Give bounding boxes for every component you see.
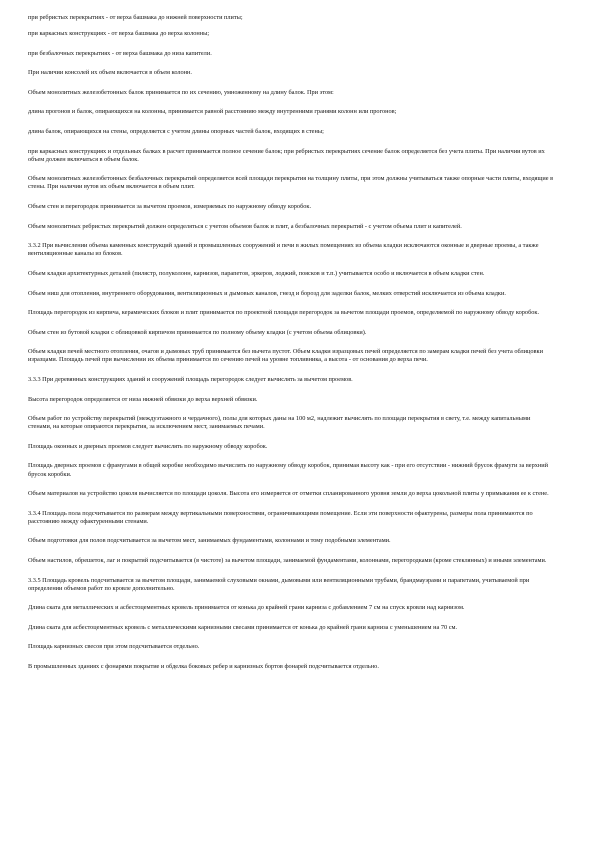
paragraph: Объем монолитных ребристых перекрытий должен определяться с учетом объемов балок и плит, а безбалочных перекрытий - с учетом объема плит и капителей. bbox=[28, 222, 462, 230]
paragraph: 3.3.2 При вычислении объема каменных конструкций зданий и промышленных сооружений и печи в жилых помещениях из объема кладки исключаются оконные и дверные проемы, а также вентиляционные каналы из блоков. bbox=[28, 242, 539, 258]
paragraph: Длина ската для асбестоцементных кровель с металлическими карнизными свесами принимается от конька до крайней грани карниза с уменьшением на 70 см. bbox=[28, 623, 458, 631]
paragraph: Объем стен из бутовой кладки с облицовкой кирпичом принимается по полному объему кладки (с учетом объема облицовки). bbox=[28, 328, 367, 336]
paragraph: 3.3.4 Площадь пола подсчитывается по размерам между вертикальными поверхностями, ограничивающими помещение. Если эти поверхности офактурены, размеры пола принимаются по расстоянию между офактуренными стенами. bbox=[28, 509, 533, 525]
paragraph: при ребристых перекрытиях - от верха башмака до нижней поверхности плиты; bbox=[28, 14, 243, 21]
paragraph: Длина ската для металлических и асбестоцементных кровель принимается от конька до крайней грани карниза с добавлением 7 см на спуск кровли над карнизом. bbox=[28, 604, 465, 612]
paragraph: Объем работ по устройству перекрытий (междуэтажного и чердачного), полы для которых даны на 100 м2, надлежит вычислять по площади перекрытия в свету, т.е. между капитальными стенами, на которые опираются перекрытия, за исключением мест, занимаемых печами. bbox=[28, 415, 531, 431]
paragraph: Объем кладки печей местного отопления, очагов и дымовых труб принимается без вычета пустот. Объем кладки изразцовых печей определяется по замерам кладки печей без учета облицовки изразцами. Площадь печей при вычислении их объема принимается по сечению печей на уровне топливника, а высота - от основания до верха печи. bbox=[28, 348, 543, 364]
paragraph: Объем материалов на устройство цоколя вычисляется по площади цоколя. Высота его измеряется от отметки спланированного уровня земли до верха цокольной плиты у примыкания ее к стене. bbox=[28, 490, 549, 498]
paragraph: длина прогонов и балок, опирающихся на колонны, принимается равной расстоянию между внутренними гранями колонн или прогонов; bbox=[28, 108, 397, 116]
paragraph: Высота перегородок определяется от низа нижней обвязки до верха верхней обвязки. bbox=[28, 395, 258, 403]
paragraph: В промышленных зданиях с фонарями покрытие и обделка боковых ребер и карнизных бортов фонарей подсчитывается отдельно. bbox=[28, 663, 379, 671]
paragraph: Площадь дверных проемов с фрамугами в общей коробке необходимо вычислять по наружному обводу коробок, принимая высоту как - при его отсутствии - нижний брусок фрамуги за верхний брусок коробки. bbox=[28, 462, 548, 478]
paragraph: При наличии консолей их объем включается в объем колонн. bbox=[28, 69, 193, 77]
paragraph: Объем монолитных железобетонных балок принимается по их сечению, умноженному на длину балок. При этом: bbox=[28, 88, 334, 96]
paragraph: при безбалочных перекрытиях - от верха башмака до низа капители. bbox=[28, 49, 212, 57]
paragraph: длина балок, опирающихся на стены, определяется с учетом длины опорных частей балок, входящих в стены; bbox=[28, 128, 324, 136]
paragraph: Объем настилов, обрешеток, лаг и покрытий подсчитывается (в чистоте) за вычетом площади, занимаемой фундаментами, колоннами, перегородками (кроме стеклянных) и иными элементами. bbox=[28, 557, 547, 564]
paragraph: Площадь перегородок из кирпича, керамических блоков и плит принимается по проектной площади перегородок за вычетом площади проемов, определяемой по наружному обводу коробок. bbox=[28, 309, 540, 317]
paragraph: Объем стен и перегородок принимается за вычетом проемов, измеряемых по наружному обводу коробок. bbox=[28, 203, 312, 211]
paragraph: при каркасных конструкциях - от верха башмака до верха колонны; bbox=[28, 30, 210, 38]
paragraph: Объем кладки архитектурных деталей (пилястр, полуколонн, карнизов, парапетов, эркеров, лоджий, поясков и т.п.) учитывается особо и включается в объем кладки стен. bbox=[28, 269, 485, 277]
paragraph: Объем ниш для отопления, внутреннего оборудования, вентиляционных и дымовых каналов, гнезд и борозд для заделки балок, мелких отверстий исключается из объема кладки. bbox=[28, 289, 506, 297]
paragraph: Объем подготовки для полов подсчитывается за вычетом мест, занимаемых фундаментами, колоннами и тому подобными элементами. bbox=[28, 537, 391, 545]
paragraph: 3.3.5 Площадь кровель подсчитывается за вычетом площади, занимаемой слуховыми окнами, дымовыми или вентиляционными трубами, брандмауэрами и парапетами, учитываемой при определении объемов работ по кровле дополнительно. bbox=[28, 576, 530, 592]
paragraph: Объем монолитных железобетонных безбалочных перекрытий определяется всей площади перекрытия на толщину плиты, при этом должны учитываться также опорные части плиты, входящие в стены. При наличии вутов их объем включается в объем плит. bbox=[28, 175, 554, 191]
paragraph: при каркасных конструкциях и отдельных балках в расчет принимается полное сечение балок; при ребристых перекрытиях сечение балок определяется без учета плиты. При наличии вутов их объем должен включаться в объем балок. bbox=[28, 147, 545, 163]
paragraph: Площадь оконных и дверных проемов следует вычислять по наружному обводу коробок. bbox=[28, 442, 268, 450]
paragraph: 3.3.3 При деревянных конструкциях зданий и сооружений площадь перегородок следует вычислять за вычетом проемов. bbox=[28, 375, 353, 383]
paragraph: Площадь карнизных свесов при этом подсчитывается отдельно. bbox=[28, 643, 200, 651]
